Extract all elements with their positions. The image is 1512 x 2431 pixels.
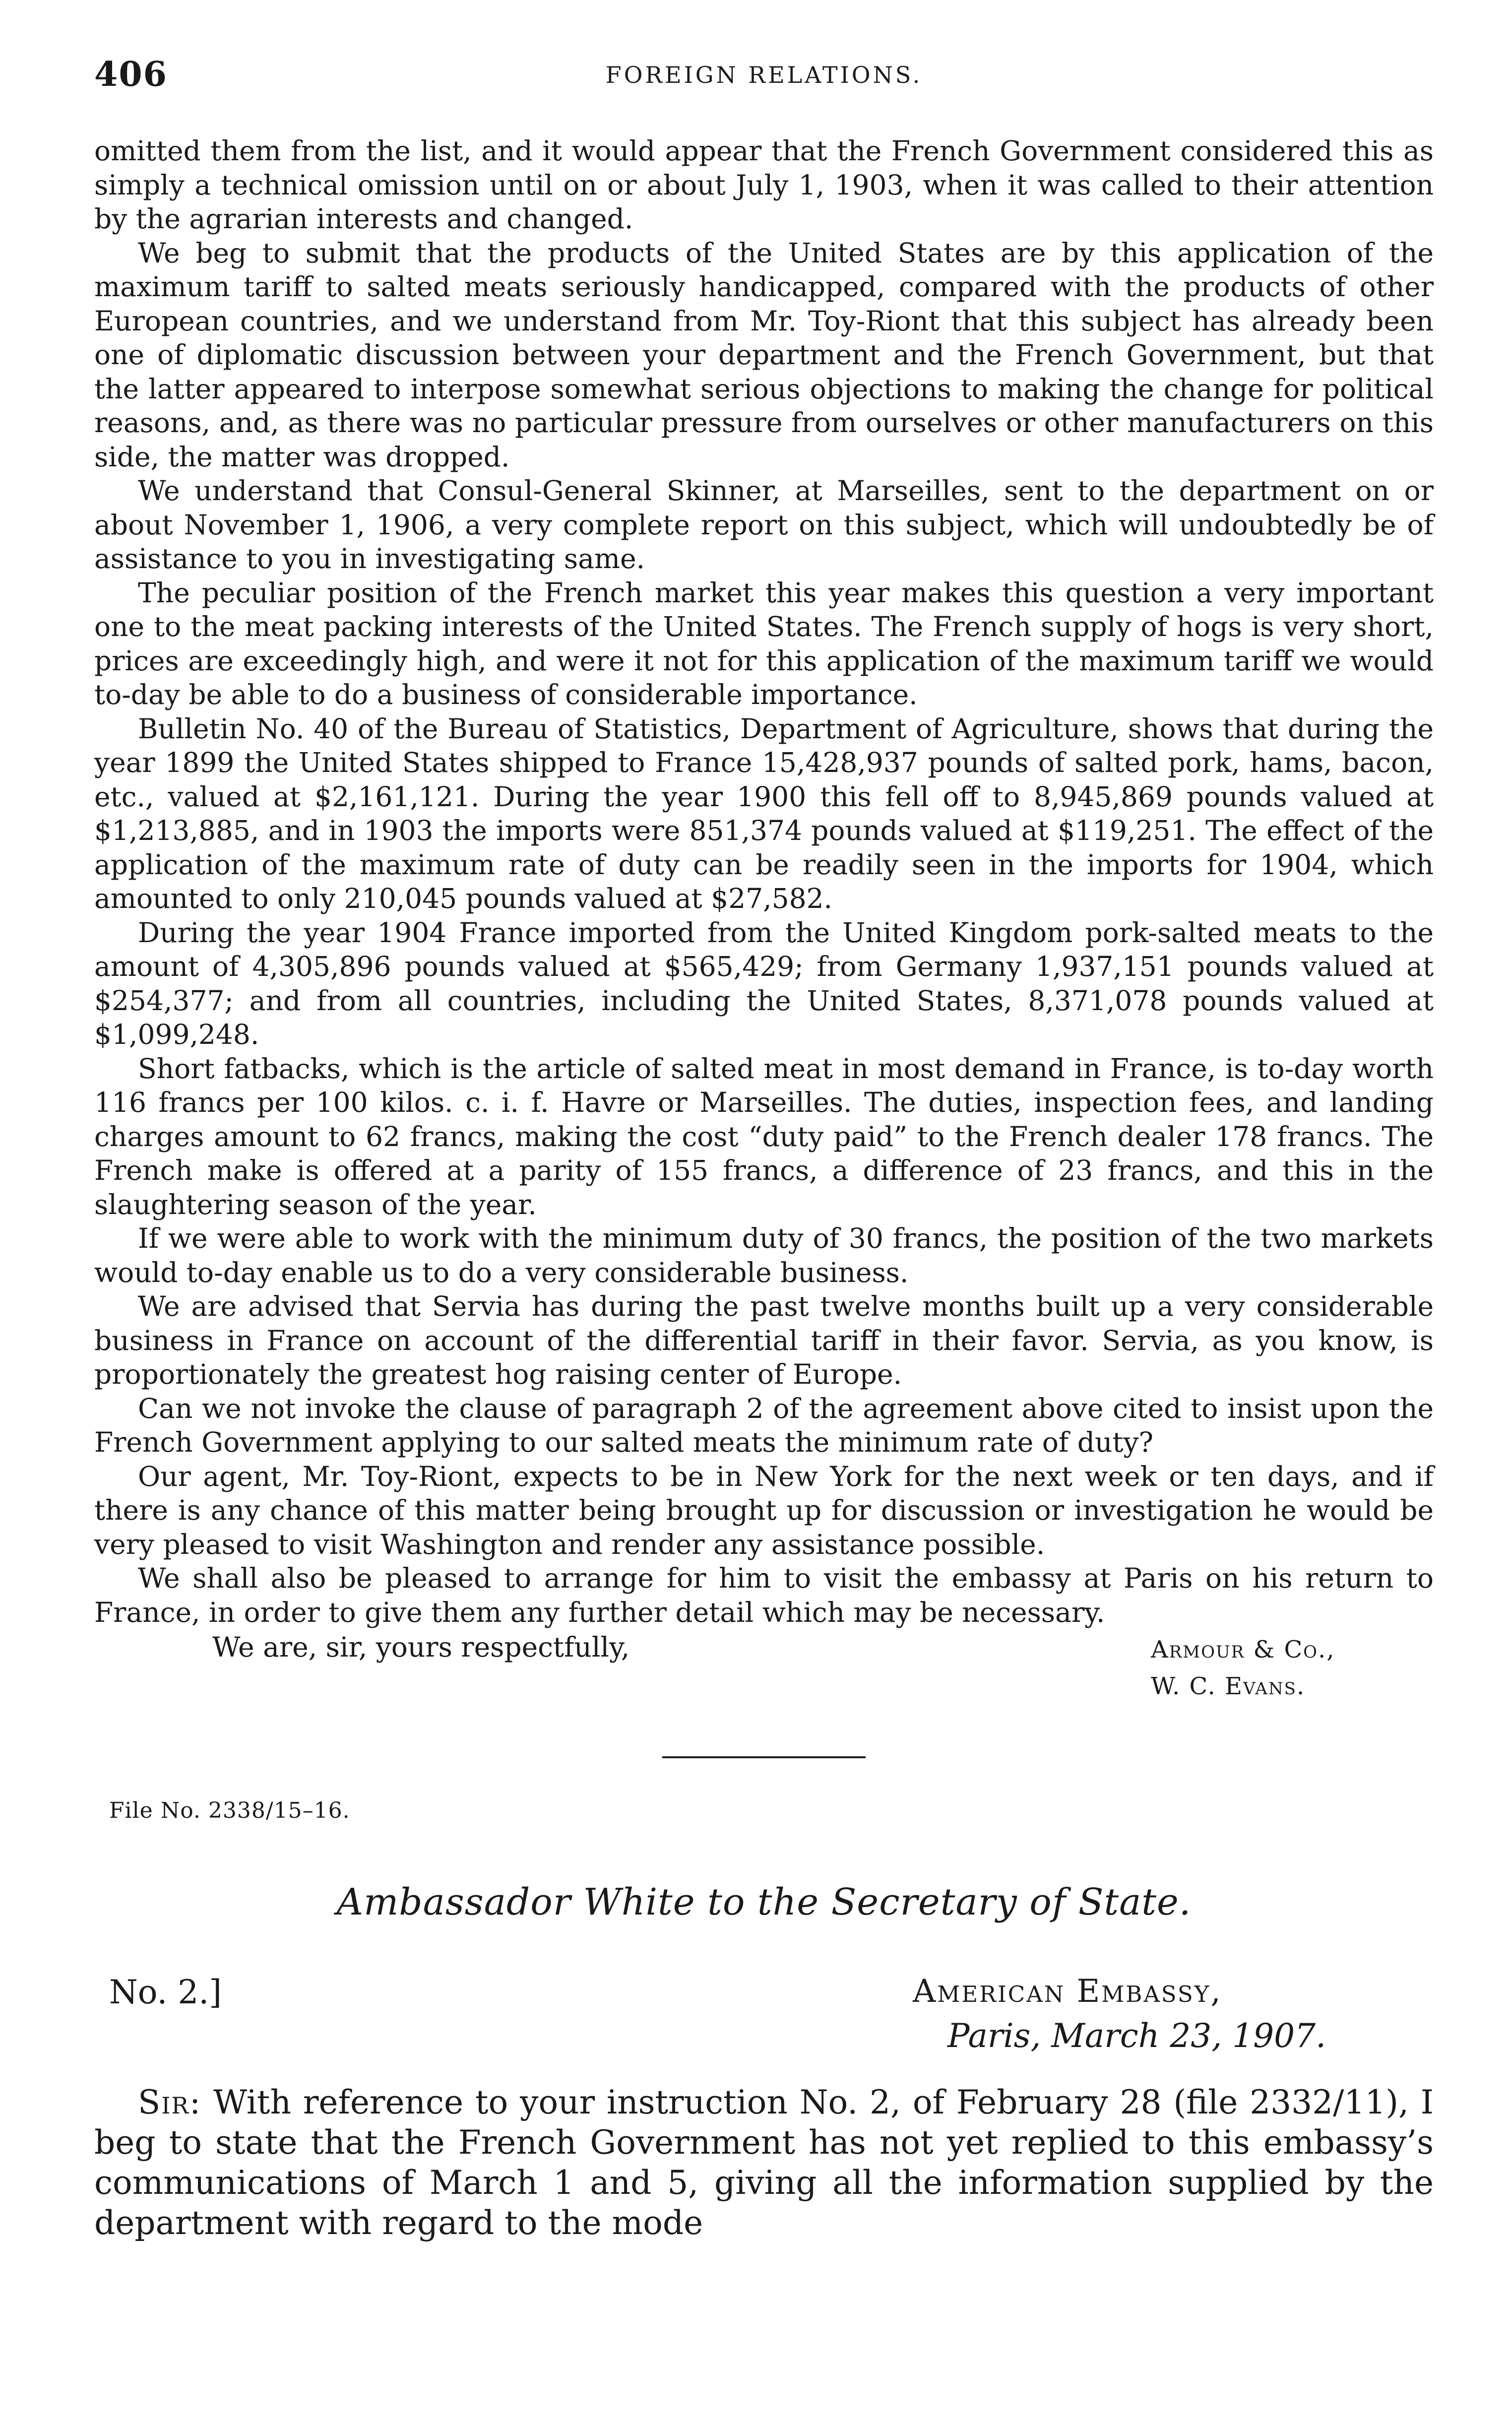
paragraph: Our agent, Mr. Toy-Riont, expects to be in New York for the next week or ten days, and if there is any chance of this matter being brought up for discussion or investigation he would be very pleased to visit Washington and render any assistance possible.	[94, 1460, 1434, 1560]
letter-body	[94, 2082, 1434, 2243]
letter-closing	[94, 1630, 1434, 1704]
page-body	[94, 134, 1434, 2243]
signature-block	[1151, 1631, 1335, 1705]
paragraph: We beg to submit that the products of the United States are by this application of the maximum tariff to salted meats seriously handicapped, compared with the products of other European countries, and we understand from Mr. Toy-Riont that this subject has already been one of diplomatic discussion between your department and the French Government, but that the latter appeared to interpose somewhat serious objections to making the change for political reasons, and, as there was no particular pressure from ourselves or other manufacturers on this side, the matter was dropped.	[94, 237, 1434, 473]
paragraph: Bulletin No. 40 of the Bureau of Statistics, Department of Agriculture, shows that during the year 1899 the United States shipped to France 15,428,937 pounds of salted pork, hams, bacon, etc., valued at $2,161,121. During the year 1900 this fell off to 8,945,869 pounds valued at $1,213,885, and in 1903 the imports were 851,374 pounds valued at $119,251. The effect of the application of the maximum rate of duty can be readily seen in the imports for 1904, which amounted to only 210,045 pounds valued at $27,582.	[94, 712, 1434, 914]
paragraph: We understand that Consul-General Skinner, at Marseilles, sent to the department on or about November 1, 1906, a very complete report on this subject, which will undoubtedly be of assistance to you in investigating same.	[94, 475, 1434, 575]
dispatch-heading	[94, 1973, 1434, 2082]
paragraph: The peculiar position of the French market this year makes this question a very important one to the meat packing interests of the United States. The French supply of hogs is very short, prices are exceedingly high, and were it not for this application of the maximum tariff we would to-day be able to do a business of considerable importance.	[94, 576, 1434, 710]
paragraph: omitted them from the list, and it would appear that the French Government considered this as simply a technical omission until on or about July 1, 1903, when it was called to their attention by the agrarian interests and changed.	[94, 135, 1434, 235]
salutation: Sir:	[138, 2083, 202, 2121]
page-header	[94, 55, 1434, 99]
paragraph: If we were able to work with the minimum duty of 30 francs, the position of the two markets would to-day enable us to do a very considerable business.	[94, 1222, 1434, 1288]
running-title: FOREIGN RELATIONS.	[605, 62, 923, 88]
paragraph: We shall also be pleased to arrange for him to visit the embassy at Paris on his return to France, in order to give them any further detail which may be necessary.	[94, 1562, 1434, 1628]
letter-paragraph	[94, 2082, 1434, 2243]
paragraph: During the year 1904 France imported from the United Kingdom pork-salted meats to the amount of 4,305,896 pounds valued at $565,429; from Germany 1,937,151 pounds valued at $254,377; and from all countries, including the United States, 8,371,078 pounds valued at $1,099,248.	[94, 916, 1434, 1050]
page-number: 406	[94, 55, 168, 94]
dispatch-number: No. 2.]	[109, 1973, 222, 2011]
dispatch-origin: American Embassy,	[913, 1973, 1222, 2010]
paragraph: Short fatbacks, which is the article of salted meat in most demand in France, is to-day worth 116 francs per 100 kilos. c. i. f. Havre or Marseilles. The duties, inspection fees, and landing charges amount to 62 francs, making the cost “duty paid” to the French dealer 178 francs. The French make is offered at a parity of 155 francs, a difference of 23 francs, and this in the slaughtering season of the year.	[94, 1052, 1434, 1220]
paragraph: Can we not invoke the clause of paragraph 2 of the agreement above cited to insist upon the French Government applying to our salted meats the minimum rate of duty?	[94, 1392, 1434, 1458]
document-title: Ambassador White to the Secretary of State.	[336, 1881, 1192, 1923]
complimentary-close: We are, sir, yours respectfully,	[212, 1631, 630, 1663]
letter-text: With reference to your instruction No. 2, of February 28 (file 2332/11), I beg to state that the French Government has not yet replied to this embassy’s communications of March 1 and 5, giving all the information supplied by the department with regard to the mode	[94, 2083, 1434, 2242]
paragraph: We are advised that Servia has during the past twelve months built up a very considerable business in France on account of the differential tariff in their favor. Servia, as you know, is proportionately the greatest hog raising center of Europe.	[94, 1290, 1434, 1390]
file-number: File No. 2338/15–16.	[109, 1798, 350, 1823]
section-divider	[662, 1756, 866, 1758]
signature-company: Armour & Co.,	[1151, 1636, 1335, 1663]
dispatch-place-date: Paris, March 23, 1907.	[947, 2017, 1326, 2055]
signature-name: W. C. Evans.	[1151, 1672, 1306, 1700]
